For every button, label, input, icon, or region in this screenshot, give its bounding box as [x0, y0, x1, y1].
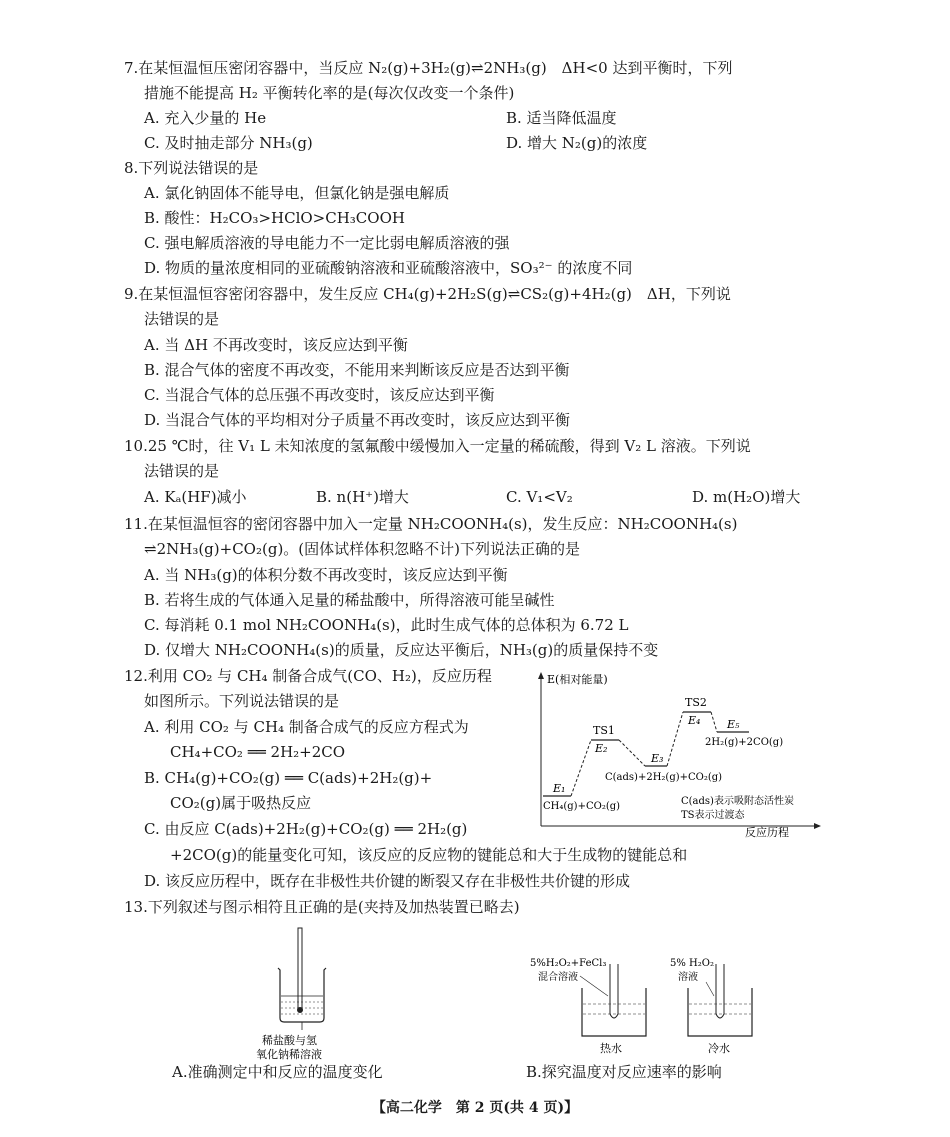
q7-option-a: A. 充入少量的 He: [144, 109, 267, 127]
q11-option-c: C. 每消耗 0.1 mol NH₂COONH₄(s)，此时生成气体的总体积为 6.72 L: [144, 616, 629, 634]
q9-option-d: D. 当混合气体的平均相对分子质量不再改变时，该反应达到平衡: [144, 411, 571, 429]
q8-option-d: D. 物质的量浓度相同的亚硫酸钠溶液和亚硫酸溶液中，SO₃²⁻ 的浓度不同: [144, 259, 633, 277]
q11-stem-line1: 11.在某恒温恒容的密闭容器中加入一定量 NH₂COONH₄(s)，发生反应：NH₂COONH₄(s): [124, 515, 738, 533]
q11-option-a: A. 当 NH₃(g)的体积分数不再改变时，该反应达到平衡: [144, 566, 508, 584]
path-1: [571, 740, 591, 796]
fig-b-tube1-label-line2: 混合溶液: [538, 972, 578, 983]
e5-label: E₅: [727, 718, 740, 731]
hot-water-bath-icon: [582, 988, 646, 1036]
path-4: [711, 712, 717, 732]
q10-option-a: A. Kₐ(HF)减小: [144, 488, 247, 506]
q8-stem: 8.下列说法错误的是: [124, 159, 259, 177]
y-axis-arrow: [538, 672, 544, 679]
fig-b-hot-label: 热水: [600, 1042, 622, 1055]
q11-option-b: B. 若将生成的气体通入足量的稀盐酸中，所得溶液可能呈碱性: [144, 591, 555, 609]
species-reactants: CH₄(g)+CO₂(g): [543, 801, 621, 812]
q7-stem-line2: 措施不能提高 H₂ 平衡转化率的是(每次仅改变一个条件): [144, 84, 515, 102]
fig-b-tube2-label-line1: 5% H₂O₂: [670, 958, 714, 969]
q8-option-a: A. 氯化钠固体不能导电，但氯化钠是强电解质: [144, 184, 450, 202]
path-3: [667, 712, 683, 766]
fig-b-caption: B.探究温度对反应速率的影响: [526, 1063, 722, 1081]
q11-stem-line2: ⇌2NH₃(g)+CO₂(g)。(固体试样体积忽略不计)下列说法正确的是: [144, 540, 581, 558]
test-tube-1-icon: [610, 964, 618, 1018]
q12-option-b-line2: CO₂(g)属于吸热反应: [170, 794, 312, 812]
q12-option-c-line1: C. 由反应 C(ads)+2H₂(g)+CO₂(g) ══ 2H₂(g): [144, 820, 468, 838]
energy-profile-diagram: [535, 668, 825, 838]
x-axis-label: 反应历程: [745, 826, 789, 838]
q12-option-b-line1: B. CH₄(g)+CO₂(g) ══ C(ads)+2H₂(g)+: [144, 769, 433, 787]
path-2: [619, 740, 645, 766]
q10-option-b: B. n(H⁺)增大: [316, 488, 409, 506]
y-axis-label: E(相对能量): [547, 673, 608, 686]
species-products: 2H₂(g)+2CO(g): [705, 737, 784, 748]
q12-stem-line1: 12.利用 CO₂ 与 CH₄ 制备合成气(CO、H₂)，反应历程: [124, 667, 492, 685]
fig-a-label-line1: 稀盐酸与氢: [262, 1034, 317, 1047]
q7-option-b: B. 适当降低温度: [506, 109, 617, 127]
q12-option-a-line1: A. 利用 CO₂ 与 CH₄ 制备合成气的反应方程式为: [144, 718, 469, 736]
page-footer: 【高二化学 第 2 页(共 4 页)】: [371, 1100, 579, 1116]
q7-option-d: D. 增大 N₂(g)的浓度: [506, 134, 648, 152]
q7-option-c: C. 及时抽走部分 NH₃(g): [144, 134, 313, 152]
tube1-pointer: [580, 976, 608, 996]
q9-option-b: B. 混合气体的密度不再改变，不能用来判断该反应是否达到平衡: [144, 361, 570, 379]
ts2-label: TS2: [685, 696, 707, 709]
q10-stem-line2: 法错误的是: [144, 462, 220, 480]
q9-stem-line1: 9.在某恒温恒容密闭容器中，发生反应 CH₄(g)+2H₂S(g)⇌CS₂(g)+4H₂(g) ΔH，下列说: [124, 285, 731, 303]
fig-a-label-line2: 氧化钠稀溶液: [256, 1048, 322, 1061]
fig-b-cold-label: 冷水: [708, 1042, 730, 1055]
q10-option-d: D. m(H₂O)增大: [692, 488, 801, 506]
figure-a-beaker-thermometer: [250, 922, 380, 1062]
fig-b-tube2-label-line2: 溶液: [678, 972, 698, 983]
e3-label: E₃: [651, 752, 664, 765]
figure-b-water-baths: [520, 952, 770, 1062]
species-intermediate: C(ads)+2H₂(g)+CO₂(g): [605, 772, 723, 783]
q12-option-c-line2: +2CO(g)的能量变化可知，该反应的反应物的键能总和大于生成物的键能总和: [170, 846, 688, 864]
q12-stem-line2: 如图所示。下列说法错误的是: [144, 692, 340, 710]
q10-stem-line1: 10.25 ℃时，往 V₁ L 未知浓度的氢氟酸中缓慢加入一定量的稀硫酸，得到 V₂ L 溶液。下列说: [124, 437, 751, 455]
q8-option-c: C. 强电解质溶液的导电能力不一定比弱电解质溶液的强: [144, 234, 510, 252]
q7-stem-line1: 7.在某恒温恒压密闭容器中，当反应 N₂(g)+3H₂(g)⇌2NH₃(g) ΔH<0 达到平衡时，下列: [124, 59, 733, 77]
e4-label: E₄: [688, 714, 701, 727]
q12-option-a-line2: CH₄+CO₂ ══ 2H₂+2CO: [170, 743, 346, 761]
note-ts: TS表示过渡态: [681, 810, 745, 821]
ts1-label: TS1: [593, 724, 615, 737]
q10-option-c: C. V₁<V₂: [506, 488, 573, 506]
e2-label: E₂: [595, 742, 608, 755]
q8-option-b: B. 酸性：H₂CO₃>HClO>CH₃COOH: [144, 209, 405, 227]
fig-b-tube1-label-line1: 5%H₂O₂+FeCl₃: [530, 958, 607, 969]
test-tube-2-icon: [716, 964, 724, 1018]
tube2-pointer: [706, 982, 714, 996]
q9-option-a: A. 当 ΔH 不再改变时，该反应达到平衡: [144, 336, 408, 354]
fig-a-caption: A.准确测定中和反应的温度变化: [172, 1063, 383, 1081]
x-axis-arrow: [814, 823, 821, 829]
q13-stem: 13.下列叙述与图示相符且正确的是(夹持及加热装置已略去): [124, 898, 520, 916]
e1-label: E₁: [553, 782, 566, 795]
q9-stem-line2: 法错误的是: [144, 310, 220, 328]
cold-water-bath-icon: [688, 988, 752, 1036]
q12-option-d: D. 该反应历程中，既存在非极性共价键的断裂又存在非极性共价键的形成: [144, 872, 631, 890]
q9-option-c: C. 当混合气体的总压强不再改变时，该反应达到平衡: [144, 386, 495, 404]
note-ads: C(ads)表示吸附态活性炭: [681, 796, 794, 807]
q11-option-d: D. 仅增大 NH₂COONH₄(s)的质量，反应达平衡后，NH₃(g)的质量保持不变: [144, 641, 659, 659]
